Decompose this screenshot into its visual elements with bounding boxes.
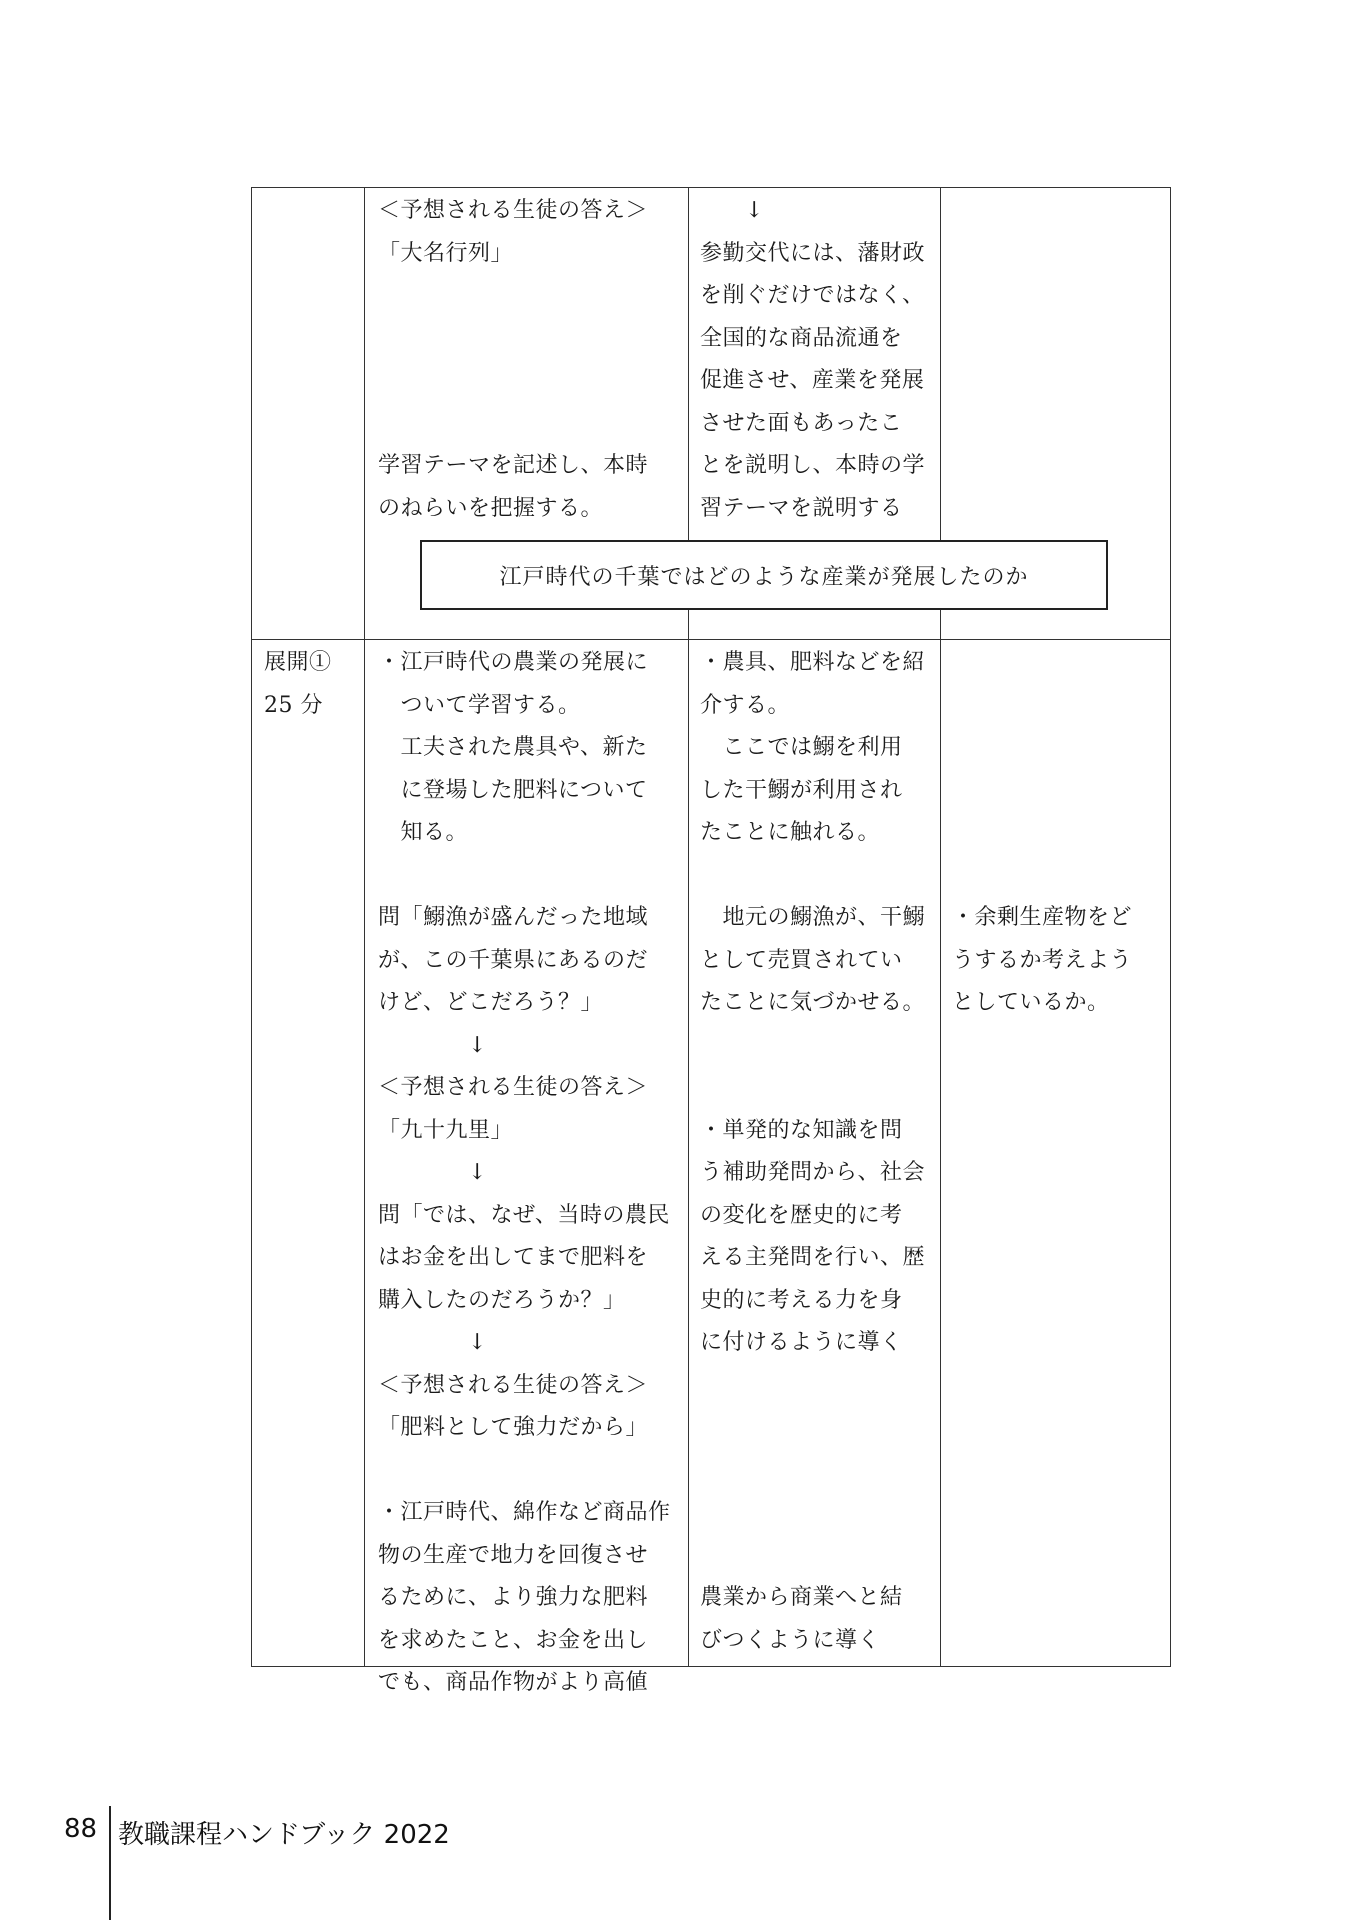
row-divider: [252, 639, 1170, 640]
learning-theme-box: [420, 540, 1108, 610]
column-divider: [688, 188, 689, 1666]
row1-student-activity: ＜予想される生徒の答え＞ 「大名行列」 学習テーマを記述し、本時 のねらいを把握する。: [378, 198, 649, 521]
row2-stage-label: 展開① 25 分: [264, 650, 332, 718]
footer-divider: [109, 1806, 111, 1920]
page-number: 88: [64, 1814, 98, 1844]
row2-teacher-notes: ・農具、肥料などを紹 介する。 ここでは鰯を利用 した干鰯が利用され たことに触れる。 地元の鰯漁が、干鰯 として売買されてい たことに気づかせる。 ・単発的な知識を問 う補助発問から、社会 の変化を歴史的に考 える主発問を行い、歴 史的に考える力を身 に付けるように導く 農業から商業へと結 びつくように導く: [700, 650, 926, 1653]
row1-teacher-notes: ↓ 参勤交代には、藩財政 を削ぐだけではなく、 全国的な商品流通を 促進させ、産業を発展 させた面もあったこ とを説明し、本時の学 習テーマを説明する: [700, 198, 926, 521]
row2-student-activity: ・江戸時代の農業の発展に ついて学習する。 工夫された農具や、新た に登場した肥料について 知る。 問「鰯漁が盛んだった地域 が、この千葉県にあるのだ けど、どこだろう？」 ↓ ＜予想される生徒の答え＞ 「九十九里」 ↓ 問「では、なぜ、当時の農民 はお金を出してまで肥料を 購入したのだろうか？」 ↓ ＜予想される生徒の答え＞ 「肥料として強力だから」 ・江戸時代、綿作など商品作 物の生産で地力を回復させ るために、より強力な肥料 を求めたこと、お金を出し でも、商品作物がより高値: [378, 650, 671, 1695]
column-divider: [364, 188, 365, 1666]
lesson-plan-table: [251, 187, 1171, 1695]
column-divider: [940, 188, 941, 1666]
learning-theme-text: 江戸時代の千葉ではどのような産業が発展したのか: [499, 564, 1029, 590]
row2-evaluation: ・余剰生産物をど うするか考えよう としているか。: [952, 905, 1133, 1015]
book-title: 教職課程ハンドブック 2022: [118, 1820, 450, 1850]
